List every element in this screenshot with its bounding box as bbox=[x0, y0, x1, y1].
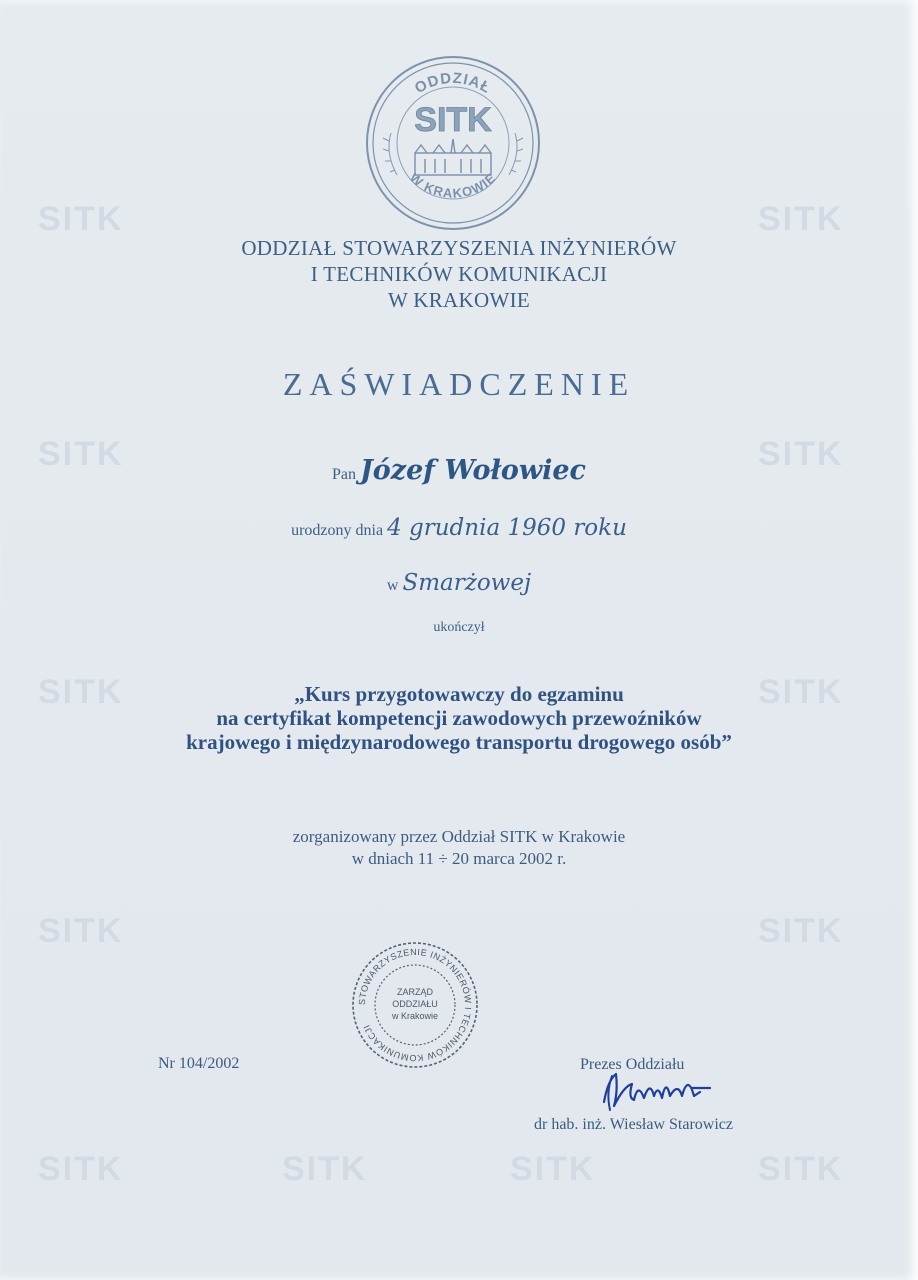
watermark: SITK bbox=[758, 1150, 844, 1188]
stamp-center-line: ODDZIAŁU bbox=[392, 999, 438, 1009]
birth-place-label: w bbox=[386, 577, 399, 594]
watermark: SITK bbox=[38, 435, 124, 473]
seal-ring-bottom: W KRAKOWIE bbox=[406, 169, 499, 201]
official-stamp bbox=[350, 940, 480, 1070]
document-title: ZAŚWIADCZENIE bbox=[282, 366, 636, 402]
seal-emblem-text: SITK bbox=[414, 101, 492, 139]
organization-heading bbox=[0, 235, 918, 313]
stamp-center-line: ZARZĄD bbox=[397, 987, 433, 997]
stamp-center-line: w Krakowie bbox=[391, 1011, 439, 1021]
svg-text:ODDZIAŁ bbox=[412, 70, 494, 97]
handwritten-signature bbox=[598, 1062, 723, 1122]
recipient-line bbox=[0, 455, 918, 486]
watermark: SITK bbox=[38, 912, 124, 950]
recipient-name: Józef Wołowiec bbox=[360, 455, 586, 486]
organizer-line: zorganizowany przez Oddział SITK w Krakowie bbox=[292, 827, 626, 846]
course-title bbox=[0, 682, 918, 754]
watermark: SITK bbox=[38, 1150, 124, 1188]
birth-date-label: urodzony dnia bbox=[291, 522, 384, 539]
watermark: SITK bbox=[758, 435, 844, 473]
organization-line: W KRAKOWIE bbox=[387, 288, 530, 312]
course-title-line: krajowego i międzynarodowego transportu drogowego osób” bbox=[186, 730, 732, 754]
signer-name: dr hab. inż. Wiesław Starowicz bbox=[534, 1116, 733, 1133]
document-number: Nr 104/2002 bbox=[158, 1055, 240, 1072]
watermark: SITK bbox=[38, 673, 124, 711]
seal-ring-top: ODDZIAŁ bbox=[411, 69, 495, 98]
sitk-seal-logo bbox=[363, 53, 543, 233]
organization-line: I TECHNIKÓW KOMUNIKACJI bbox=[310, 262, 608, 286]
watermark: SITK bbox=[758, 912, 844, 950]
cloth-hall-icon bbox=[415, 139, 491, 175]
course-title-line: na certyfikat kompetencji zawodowych przewoźników bbox=[216, 706, 702, 730]
watermark: SITK bbox=[510, 1150, 596, 1188]
president-label: Prezes Oddziału bbox=[580, 1056, 685, 1073]
watermark: SITK bbox=[38, 200, 124, 238]
stamp-ring-text: STOWARZYSZENIE INŻYNIERÓW I TECHNIKÓW KOMUNIKACJI bbox=[356, 946, 474, 1064]
watermark: SITK bbox=[282, 1150, 368, 1188]
course-title-line: „Kurs przygotowawczy do egzaminu bbox=[294, 682, 624, 706]
birth-place-value: Smarżowej bbox=[402, 570, 532, 596]
watermark: SITK bbox=[758, 673, 844, 711]
course-dates: w dniach 11 ÷ 20 marca 2002 r. bbox=[351, 849, 567, 868]
birth-date-line bbox=[0, 515, 918, 541]
birth-date-value: 4 grudnia 1960 roku bbox=[387, 515, 627, 541]
organizer-info bbox=[0, 826, 918, 870]
birth-place-line bbox=[0, 570, 918, 596]
completed-label: ukończył bbox=[433, 620, 485, 635]
recipient-prefix: Pan bbox=[332, 466, 357, 483]
watermark: SITK bbox=[758, 200, 844, 238]
organization-line: ODDZIAŁ STOWARZYSZENIA INŻYNIERÓW bbox=[241, 236, 677, 260]
